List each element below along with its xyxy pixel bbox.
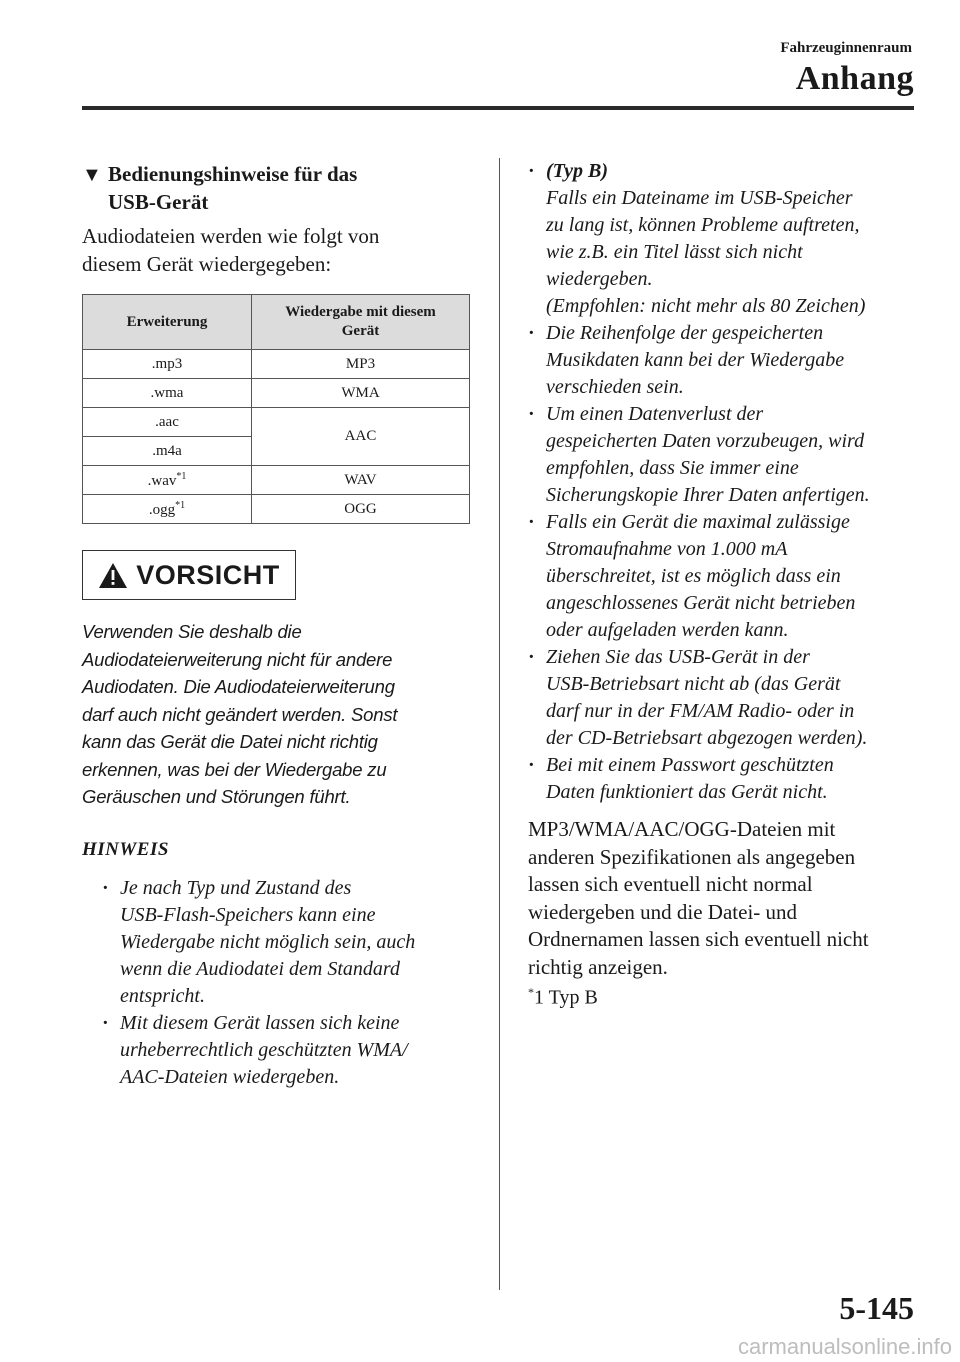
header-rule [82, 106, 914, 110]
column-divider [499, 158, 500, 1290]
section-title-line-2: USB-Gerät [108, 190, 209, 214]
right-column [528, 158, 918, 1010]
list-item: · Die Reihenfolge der gespeicherten Musikdaten kann bei der Wiedergabe verschieden sein. [528, 320, 918, 401]
watermark: carmanualsonline.info [737, 1334, 952, 1359]
table-row: .wma WMA [83, 379, 470, 408]
warning-triangle-icon [98, 562, 128, 589]
note-list [82, 875, 472, 1091]
list-item: · (Typ B) Falls ein Dateiname im USB-Speicher zu lang ist, können Probleme auftreten, wie z.B. ein Titel lässt sich nicht wiedergeben. (Empfohlen: nicht mehr als 80 Zeichen) [528, 158, 918, 320]
running-header-chapter: Anhang [795, 60, 914, 97]
warning-label-box [82, 550, 296, 600]
note-heading: HINWEIS [82, 838, 169, 860]
table-header-row [83, 295, 470, 350]
section-title [82, 160, 472, 216]
table-row: .m4a [83, 437, 470, 466]
format-table [82, 294, 470, 524]
left-column [82, 160, 472, 1091]
list-item: · Um einen Datenverlust der gespeicherten Daten vorzubeugen, wird empfohlen, dass Sie immer eine Sicherungskopie Ihrer Daten anfertigen. [528, 401, 918, 509]
table-row: .mp3 MP3 [83, 350, 470, 379]
page-number: 5-145 [839, 1290, 914, 1326]
table-row: .wav$^{*1}$ WAV [83, 466, 470, 495]
list-item: · Bei mit einem Passwort geschützten Daten funktioniert das Gerät nicht. [528, 752, 918, 806]
header-extension: Erweiterung [83, 295, 252, 350]
running-header-section: Fahrzeuginnenraum [780, 40, 912, 56]
warning-text: Verwenden Sie deshalb die Audiodateierweiterung nicht für andere Audiodaten. Die Audiodateierweiterung darf auch nicht geändert werden. Sonst kann das Gerät die Datei nicht richtig erkennen, was bei der Wiedergabe zu Geräuschen und Störungen führt. [82, 621, 398, 807]
table-row: .ogg$^{*1}$ OGG [83, 495, 470, 524]
note-list-continued [528, 158, 918, 806]
list-item: · Ziehen Sie das USB-Gerät in der USB-Betriebsart nicht ab (das Gerät darf nur in der FM/AM Radio- oder in der CD-Betriebsart abgezogen werden). [528, 644, 918, 752]
body-paragraph: MP3/WMA/AAC/OGG-Dateien mit anderen Spezifikationen als angegeben lassen sich eventuell nicht normal wiedergeben und die Datei- und Ordnernamen lassen sich eventuell nicht richtig anzeigen. [528, 817, 869, 979]
triangle-down-icon: ▼ [82, 164, 102, 186]
table-row: .aac AAC [83, 408, 470, 437]
footnote: *1 Typ B [528, 985, 598, 1009]
list-item: · Mit diesem Gerät lassen sich keine urheberrechtlich geschützten WMA/ AAC-Dateien wiedergeben. [102, 1010, 472, 1091]
list-item: · Je nach Typ und Zustand des USB-Flash-Speichers kann eine Wiedergabe nicht möglich sein, auch wenn die Audiodatei dem Standard entspricht. [102, 875, 472, 1010]
section-title-line-1: Bedienungshinweise für das [108, 162, 358, 186]
intro-text: Audiodateien werden wie folgt von diesem Gerät wiedergegeben: [82, 224, 380, 276]
warning-label: VORSICHT [136, 559, 280, 590]
list-item: · Falls ein Gerät die maximal zulässige Stromaufnahme von 1.000 mA überschreitet, ist es möglich dass ein angeschlossenes Gerät nicht betrieben oder aufgeladen werden kann. [528, 509, 918, 644]
header-playback: Wiedergabe mit diesem Gerät [252, 295, 470, 350]
